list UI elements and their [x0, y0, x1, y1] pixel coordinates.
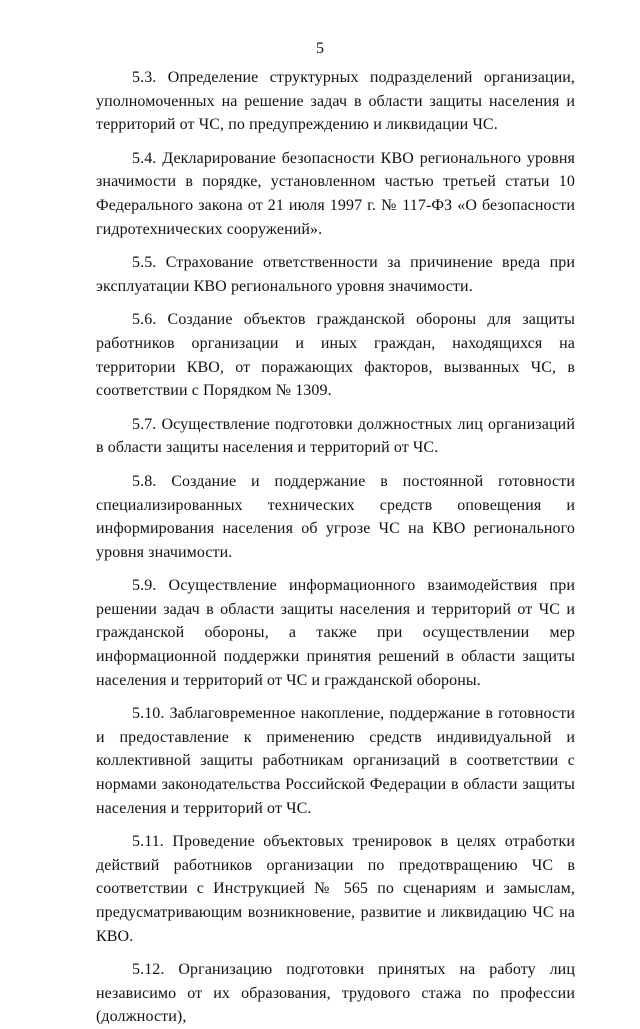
paragraph-5-9: 5.9. Осуществление информационного взаимодействия при решении задач в области защиты населения и территорий от ЧС и гражданской обороны, а также при осуществлении мер информационной поддержки принятия решений в области защиты населения и территорий от ЧС и гражданской обороны. — [96, 577, 575, 689]
paragraph-5-7: 5.7. Осуществление подготовки должностных лиц организаций в области защиты населения и территорий от ЧС. — [96, 415, 575, 457]
paragraph-5-6: 5.6. Создание объектов гражданской обороны для защиты работников организации и иных граждан, находящихся на территории КВО, от поражающих факторов, вызванных ЧС, в соответствии с Порядком № 1309. — [96, 311, 575, 400]
paragraph-5-3: 5.3. Определение структурных подразделений организации, уполномоченных на решение задач в области защиты населения и территорий от ЧС, по предупреждению и ликвидации ЧС. — [96, 69, 575, 134]
paragraph-5-12: 5.12. Организацию подготовки принятых на работу лиц независимо от их образования, трудового стажа по профессии (должности), — [96, 961, 575, 1026]
document-body — [96, 66, 575, 1029]
paragraph-5-8: 5.8. Создание и поддержание в постоянной готовности специализированных технических средств оповещения и информирования населения об угрозе ЧС на КВО регионального уровня значимости. — [96, 472, 575, 561]
paragraph-5-5: 5.5. Страхование ответственности за причинение вреда при эксплуатации КВО регионального уровня значимости. — [96, 254, 575, 295]
paragraph-5-4: 5.4. Декларирование безопасности КВО регионального уровня значимости в порядке, установленном частью третьей статьи 10 Федерального закона от 21 июля 1997 г. № 117-ФЗ «О безопасности гидротехнических сооружений». — [96, 149, 575, 238]
paragraph-5-11: 5.11. Проведение объектовых тренировок в целях отработки действий работников организации по предотвращению ЧС в соответствии с Инструкцией № 565 по сценариям и замыслам, предусматривающим возникновение, развитие и ликвидацию ЧС на КВО. — [96, 833, 575, 945]
paragraph-5-10: 5.10. Заблаговременное накопление, поддержание в готовности и предоставление к применению средств индивидуальной и коллективной защиты работникам организаций в соответствии с нормами законодательства Российской Федерации в области защиты населения и территорий от ЧС. — [96, 705, 575, 817]
page-number: 5 — [316, 40, 324, 57]
